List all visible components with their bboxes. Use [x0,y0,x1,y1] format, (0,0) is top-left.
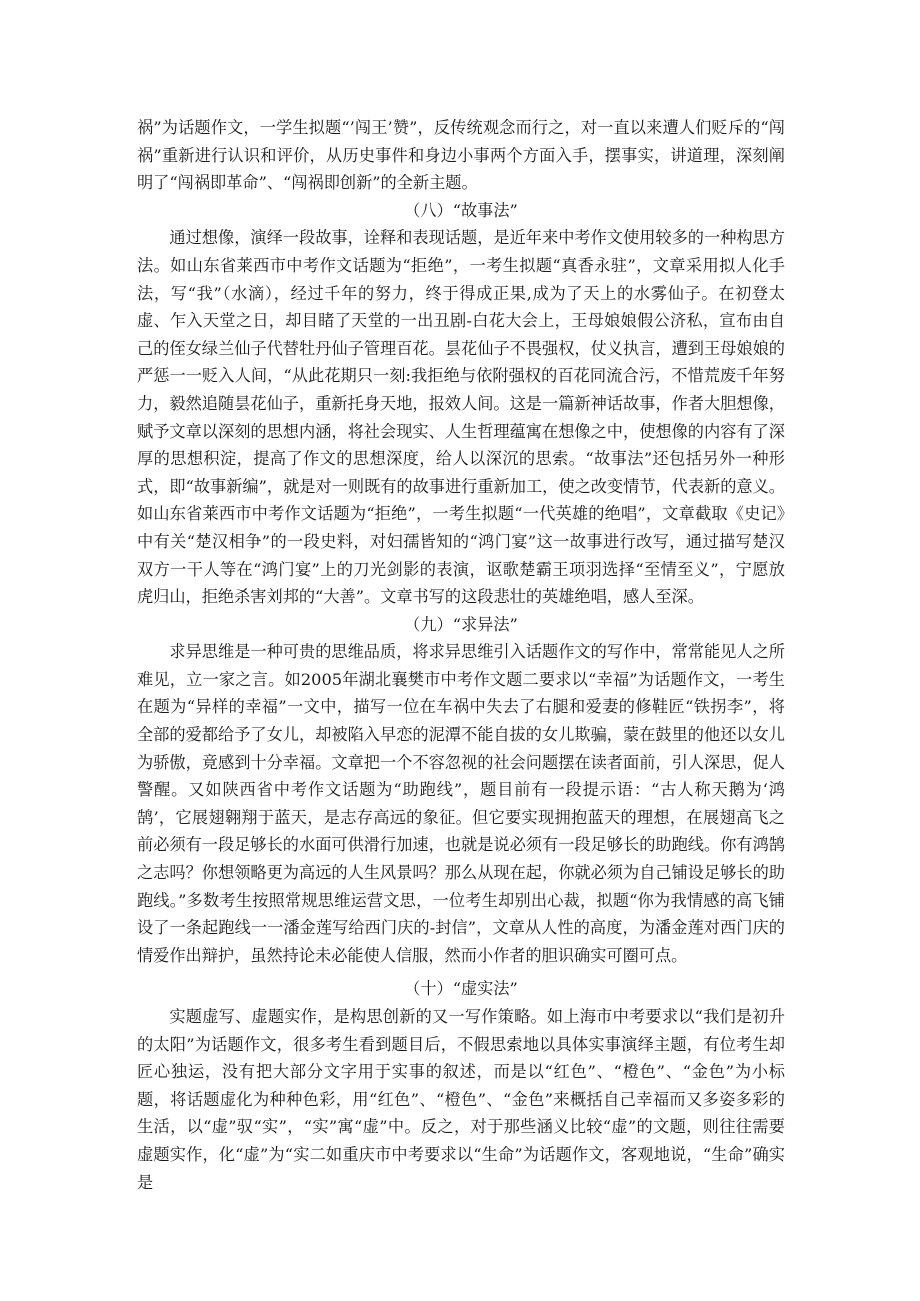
paragraph-story-method: 通过想像，演绎一段故事，诠释和表现话题，是近年来中考作文使用较多的一种构思方法。如山东省莱西市中考作文话题为“拒绝”，一考生拟题“真香永驻”，文章采用拟人化手法，写“我”（水滴），经过千年的努力，终于得成正果,成为了天上的水雾仙子。在初登太虚、乍入天堂之日，却目睹了天堂的一出丑剧-白花大会上，王母娘娘假公济私，宣布由自己的侄女绿兰仙子代替牡丹仙子管理百花。昙花仙子不畏强权，仗义执言，遭到王母娘娘的严惩一一贬入人间，“从此花期只一刻:我拒绝与依附强权的百花同流合污，不惜荒废千年努力，毅然追随昙花仙子，重新托身天地，报效人间。这是一篇新神话故事，作者大胆想像，赋予文章以深刻的思想内涵，将社会现实、人生哲理蕴寓在想像之中，使想像的内容有了深厚的思想积淀，提高了作文的思想深度，给人以深沉的思索。“故事法”还包括另外一种形式，即“故事新编”，就是对一则既有的故事进行重新加工，使之改变情节，代表新的意义。如山东省莱西市中考作文话题为“拒绝”，一考生拟题“一代英雄的绝唱”，文章截取《史记》中有关“楚汉相争”的一段史料，对妇孺皆知的“鸿门宴”这一故事进行改写，通过描写楚汉双方一干人等在“鸿门宴”上的刀光剑影的表演，讴歌楚霸王项羽选择“至情至义”，宁愿放虎归山，拒绝杀害刘邦的“大善”。文章书写的这段悲壮的英雄绝唱，感人至深。 [137,228,785,607]
paragraph-virtual-real-method: 实题虚写、虚题实作，是构思创新的又一写作策略。如上海市中考要求以“我们是初升的太阳”为话题作文，很多考生看到题目后，不假思索地以具体实事演绎主题，有位考生却匠心独运，没有把大部分文字用于实事的叙述，而是以“红色”、“橙色”、“金色”为小标题，将话题虚化为种种色彩，用“红色”、“橙色”、“金色”来概括自己幸福而又多姿多彩的生活，以“虚”驭“实”，“实”寓“虚”中。反之，对于那些涵义比较“虚”的文题，则往往需要虚题实作，化“虚”为“实二如重庆市中考要求以“生命”为话题作文，客观地说，“生命”确实是 [137,1007,785,1192]
section-heading-difference-method: （九）“求异法” [404,614,518,634]
paragraph-difference-method: 求异思维是一种可贵的思维品质，将求异思维引入话题作文的写作中，常常能见人之所难见，立一家之言。如2005年湖北襄樊市中考作文题二要求以“幸福”为话题作文，一考生在题为“异样的幸福”一文中，描写一位在车祸中失去了右腿和爱妻的修鞋匠“铁拐李”，将全部的爱都给予了女儿，却被陷入早恋的泥潭不能自拔的女儿欺骗，蒙在鼓里的他还以女儿为骄傲，竟感到十分幸福。文章把一个不容忽视的社会问题摆在读者面前，引人深思，促人警醒。又如陕西省中考作文话题为“助跑线”，题目前有一段提示语：“古人称天鹅为‘鸿鹄’，它展翅翱翔于蓝天，是志存高远的象征。但它要实现拥抱蓝天的理想，在展翅高飞之前必须有一段足够长的水面可供滑行加速，也就是说必须有一段足够长的助跑线。你有鸿鹄之志吗？你想领略更为高远的人生风景吗？那么从现在起，你就必须为自己铺设足够长的助跑线。”多数考生按照常规思维运营文思，一位考生却别出心裁，拟题“你为我情感的高飞铺设了一条起跑线一一潘金莲写给西门庆的-封信”，文章从人性的高度，为潘金莲对西门庆的情爱作出辩护，虽然持论未必能使人信服，然而小作者的胆识确实可圈可点。 [137,642,785,965]
section-heading-story-method: （八）“故事法” [404,200,518,220]
section-heading-virtual-real-method: （十）“虚实法” [404,979,518,999]
document-body [137,114,785,1196]
paragraph-intro: 祸”为话题作文，一学生拟题“’闯王’赞”，反传统观念而行之，对一直以来遭人们贬斥的“闯祸”重新进行认识和评价，从历史事件和身边小事两个方面入手，摆事实，讲道理，深刻阐明了“闯祸即革命”、“闯祸即创新”的全新主题。 [137,118,785,193]
